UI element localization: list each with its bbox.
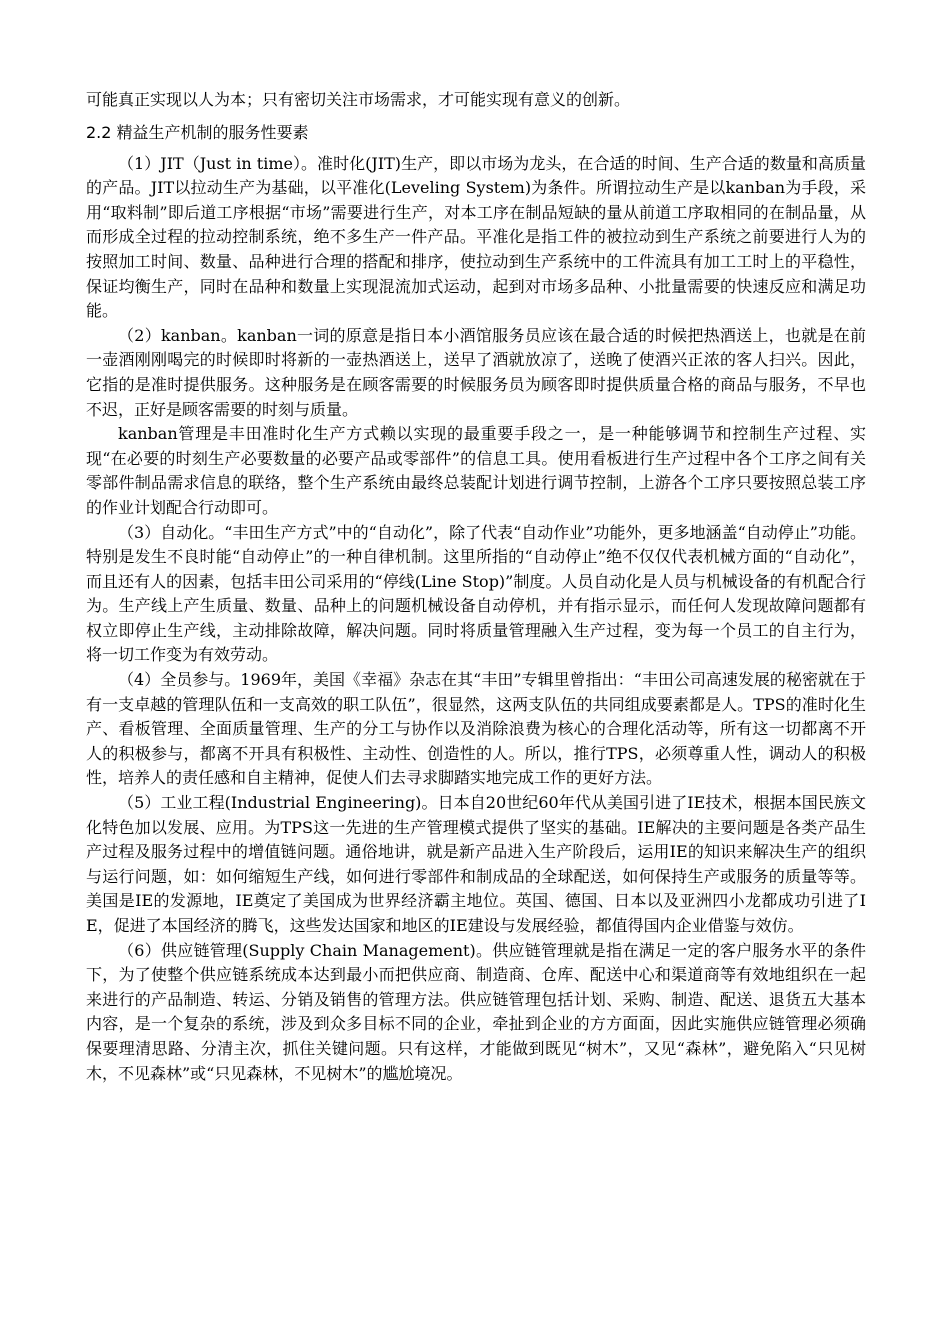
paragraph-supply-chain: （6）供应链管理(Supply Chain Management)。供应链管理就是指在满足一定的客户服务水平的条件下，为了使整个供应链系统成本达到最小而把供应商、制造商、仓库、配送中心和渠道商等有效地组织在一起来进行的产品制造、转运、分销及销售的管理方法。供应链管理包括计划、采购、制造、配送、退货五大基本内容，是一个复杂的系统，涉及到众多目标不同的企业，牵扯到企业的方方面面，因此实施供应链管理必须确保要理清思路、分清主次，抓住关键问题。只有这样，才能做到既见“树木”，又见“森林”，避免陷入“只见树木，不见森林”或“只见森林，不见树木”的尴尬境况。 (86, 940, 866, 1083)
paragraph-industrial-engineering: （5）工业工程(Industrial Engineering)。日本自20世纪60年代从美国引进了IE技术，根据本国民族文化特色加以发展、应用。为TPS这一先进的生产管理模式提供了坚实的基础。IE解决的主要问题是各类产品生产过程及服务过程中的增值链问题。通俗地讲，就是新产品进入生产阶段后，运用IE的知识来解决生产的组织与运行问题，如：如何缩短生产线，如何进行零部件和制成品的全球配送，如何保持生产或服务的质量等等。美国是IE的发源地，IE奠定了美国成为世界经济霸主地位。英国、德国、日本以及亚洲四小龙都成功引进了IE，促进了本国经济的腾飞，这些发达国家和地区的IE建设与发展经验，都值得国内企业借鉴与效仿。 (86, 793, 866, 935)
document-page (86, 88, 866, 1086)
paragraph-jit: （1）JIT（Just in time）。准时化(JIT)生产，即以市场为龙头，在合适的时间、生产合适的数量和高质量的产品。JIT以拉动生产为基础，以平准化(Leveling System)为条件。所谓拉动生产是以kanban为手段，采用“取料制”即后道工序根据“市场”需要进行生产，对本工序在制品短缺的量从前道工序取相同的在制品量，从而形成全过程的拉动控制系统，绝不多生产一件产品。平准化是指工件的被拉动到生产系统之前要进行人为的按照加工时间、数量、品种进行合理的搭配和排序，使拉动到生产系统中的工件流具有加工工时上的平稳性，保证均衡生产，同时在品种和数量上实现混流加式运动，起到对市场多品种、小批量需要的快速反应和满足功能。 (86, 153, 866, 321)
intro-line: 可能真正实现以人为本；只有密切关注市场需求，才可能实现有意义的创新。 (86, 90, 631, 109)
paragraph-kanban: （2）kanban。kanban一词的原意是指日本小酒馆服务员应该在最合适的时候把热酒送上，也就是在前一壶酒刚刚喝完的时候即时将新的一壶热酒送上，送早了酒就放凉了，送晚了使酒兴正浓的客人扫兴。因此，它指的是准时提供服务。这种服务是在顾客需要的时候服务员为顾客即时提供质量合格的商品与服务，不早也不迟，正好是顾客需要的时刻与质量。 (86, 325, 866, 419)
paragraph-automation: （3）自动化。“丰田生产方式”中的“自动化”，除了代表“自动作业”功能外，更多地涵盖“自动停止”功能。特别是发生不良时能“自动停止”的一种自律机制。这里所指的“自动停止”绝不仅仅代表机械方面的“自动化”，而且还有人的因素，包括丰田公司采用的“停线(Line Stop)”制度。人员自动化是人员与机械设备的有机配合行为。生产线上产生质量、数量、品种上的问题机械设备自动停机，并有指示显示，而任何人发现故障问题都有权立即停止生产线，主动排除故障，解决问题。同时将质量管理融入生产过程，变为每一个员工的自主行为，将一切工作变为有效劳动。 (86, 522, 866, 665)
paragraph-kanban-management: kanban管理是丰田准时化生产方式赖以实现的最重要手段之一，是一种能够调节和控制生产过程、实现“在必要的时刻生产必要数量的必要产品或零部件”的信息工具。使用看板进行生产过程中各个工序之间有关零部件制品需求信息的联络，整个生产系统由最终总装配计划进行调节控制，上游各个工序只要按照总装工序的作业计划配合行动即可。 (86, 424, 866, 517)
section-heading: 2.2 精益生产机制的服务性要素 (86, 122, 309, 142)
paragraph-full-participation: （4）全员参与。1969年，美国《幸福》杂志在其“丰田”专辑里曾指出：“丰田公司高速发展的秘密就在于有一支卓越的管理队伍和一支高效的职工队伍”，很显然，这两支队伍的共同组成要素都是人。TPS的准时化生产、看板管理、全面质量管理、生产的分工与协作以及消除浪费为核心的合理化活动等，所有这一切都离不开人的积极参与，都离不开具有积极性、主动性、创造性的人。所以，推行TPS，必须尊重人性，调动人的积极性，培养人的责任感和自主精神，促使人们去寻求脚踏实地完成工作的更好方法。 (86, 670, 866, 788)
